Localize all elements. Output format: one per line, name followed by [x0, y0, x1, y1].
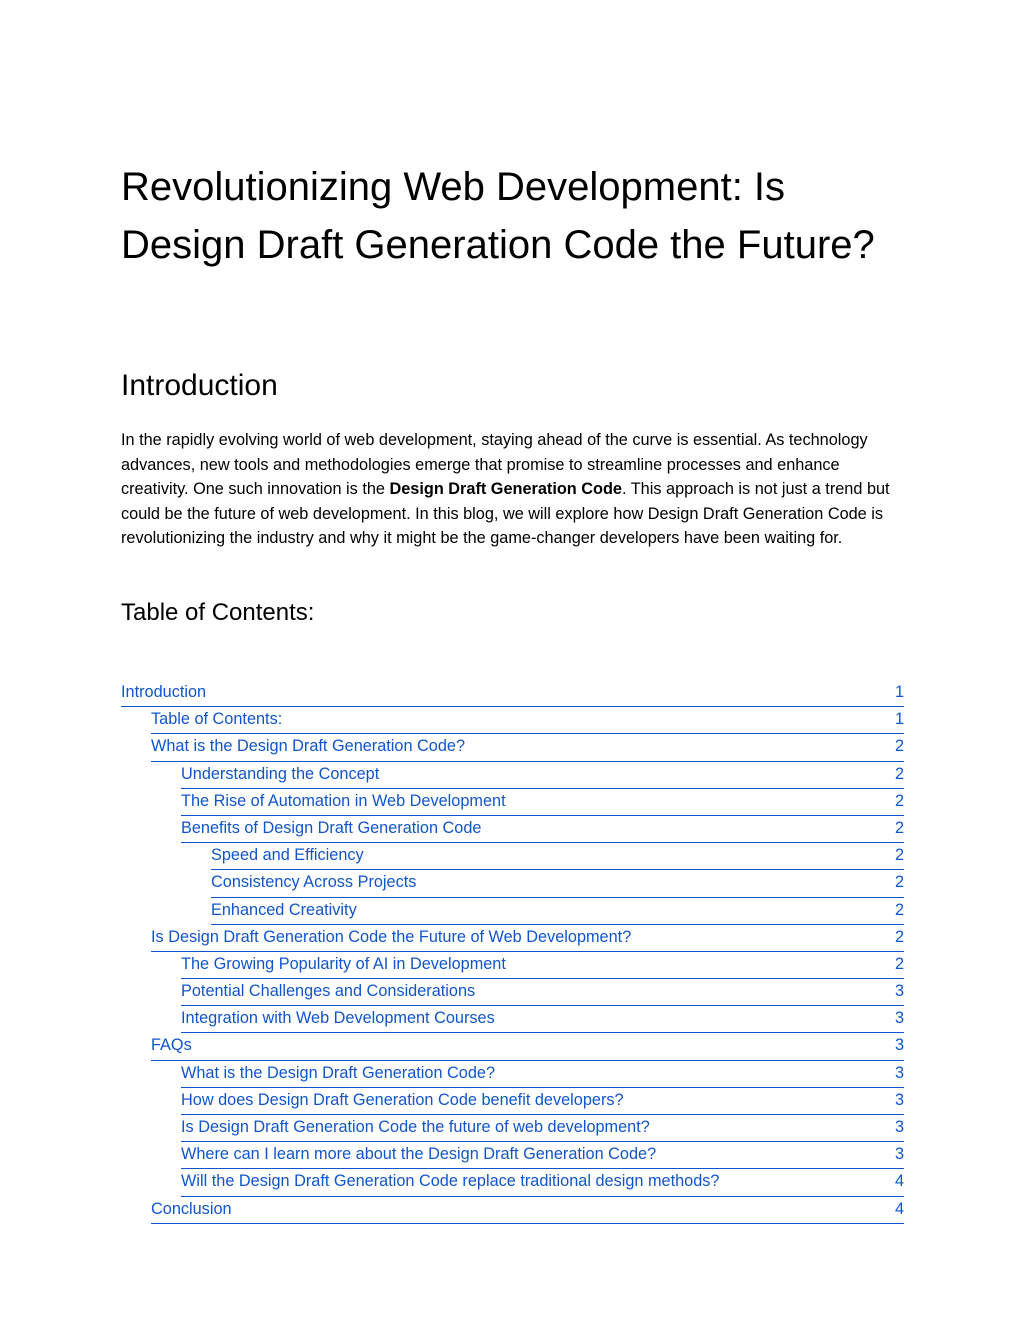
toc-entry-label[interactable]: How does Design Draft Generation Code benefit developers? [181, 1090, 624, 1109]
toc-entry[interactable] [151, 1033, 904, 1060]
intro-bold-term: Design Draft Generation Code [389, 480, 622, 498]
toc-entry-label[interactable]: Is Design Draft Generation Code the future of web development? [181, 1118, 650, 1136]
toc-entry[interactable] [181, 1115, 904, 1142]
toc-entry[interactable] [151, 734, 904, 761]
toc-entry-page-number[interactable]: 2 [894, 737, 904, 756]
toc-entry-label[interactable]: FAQs [151, 1036, 192, 1055]
toc-heading: Table of Contents: [121, 599, 315, 626]
toc-entry-label[interactable]: Consistency Across Projects [211, 873, 417, 892]
toc-entry[interactable] [181, 1061, 904, 1088]
toc-entry-page-number[interactable]: 1 [894, 683, 904, 701]
toc-entry[interactable] [151, 925, 904, 952]
toc-entry[interactable] [211, 870, 904, 897]
toc-entry-page-number[interactable]: 3 [894, 982, 904, 1001]
document-title: Revolutionizing Web Development: Is Design Draft Generation Code the Future? [121, 165, 875, 267]
toc-entry-label[interactable]: Table of Contents: [151, 710, 283, 729]
toc-entry-label[interactable]: The Rise of Automation in Web Development [181, 791, 506, 810]
toc-entry[interactable] [181, 816, 904, 843]
intro-paragraph [121, 428, 904, 551]
toc-entry-label[interactable]: Understanding the Concept [181, 764, 380, 783]
toc-entry-page-number[interactable]: 2 [894, 927, 904, 946]
toc-entry-label[interactable]: Introduction [121, 683, 207, 701]
toc-entry[interactable] [181, 979, 904, 1006]
toc-entry[interactable] [181, 1169, 904, 1196]
toc-entry[interactable] [211, 898, 904, 925]
toc-entry-page-number[interactable]: 2 [894, 846, 904, 865]
toc-entry-page-number[interactable]: 3 [894, 1063, 904, 1082]
toc-entry-label[interactable]: Conclusion [151, 1199, 232, 1218]
toc-entry-page-number[interactable]: 3 [894, 1118, 904, 1136]
toc-entry-page-number[interactable]: 2 [894, 873, 904, 892]
toc-entry[interactable] [181, 1088, 904, 1115]
intro-text-before: In the rapidly evolving world of web development, staying ahead of the curve is essential. As technology advances, new tools and methodologies emerge that promise to streamline processes and enhance creativity. One such innovation is the [121, 431, 868, 498]
toc-entry[interactable] [151, 707, 904, 734]
toc-entry-page-number[interactable]: 2 [894, 954, 904, 973]
toc-entry-page-number[interactable]: 3 [894, 1036, 904, 1055]
toc-entry-page-number[interactable]: 4 [894, 1199, 904, 1218]
toc-entry[interactable] [181, 789, 904, 816]
toc-entry-page-number[interactable]: 2 [894, 818, 904, 837]
toc-entry-label[interactable]: Where can I learn more about the Design Draft Generation Code? [181, 1145, 657, 1164]
table-of-contents [121, 680, 904, 1224]
toc-entry[interactable] [121, 680, 904, 707]
toc-entry[interactable] [181, 1006, 904, 1033]
toc-entry-label[interactable]: Enhanced Creativity [211, 900, 357, 919]
toc-entry-page-number[interactable]: 1 [894, 710, 904, 729]
toc-entry-label[interactable]: Integration with Web Development Courses [181, 1009, 495, 1028]
toc-entry-page-number[interactable]: 4 [894, 1172, 904, 1191]
toc-entry-label[interactable]: Will the Design Draft Generation Code replace traditional design methods? [181, 1172, 720, 1191]
toc-entry-page-number[interactable]: 2 [894, 900, 904, 919]
toc-entry-label[interactable]: What is the Design Draft Generation Code? [181, 1063, 496, 1082]
toc-entry[interactable] [211, 843, 904, 870]
toc-entry-page-number[interactable]: 2 [894, 764, 904, 783]
toc-entry-label[interactable]: Is Design Draft Generation Code the Future of Web Development? [151, 927, 632, 946]
toc-entry[interactable] [151, 1197, 904, 1224]
toc-entry-page-number[interactable]: 3 [894, 1145, 904, 1164]
toc-entry-page-number[interactable]: 2 [894, 791, 904, 810]
toc-entry-label[interactable]: Benefits of Design Draft Generation Code [181, 818, 482, 837]
toc-entry-label[interactable]: The Growing Popularity of AI in Development [181, 954, 506, 973]
section-heading-introduction: Introduction [121, 369, 278, 402]
intro-text-after: . This approach is not just a trend but could be the future of web development. In this blog, we will explore how Design Draft Generation Code is revolutionizing the industry and why it might be the game-changer developers have been waiting for. [121, 480, 890, 547]
toc-entry-page-number[interactable]: 3 [894, 1090, 904, 1109]
toc-entry-label[interactable]: Speed and Efficiency [211, 846, 364, 865]
toc-entry-label[interactable]: What is the Design Draft Generation Code? [151, 737, 466, 756]
toc-entry-label[interactable]: Potential Challenges and Considerations [181, 982, 476, 1001]
toc-entry-page-number[interactable]: 3 [894, 1009, 904, 1028]
toc-entry[interactable] [181, 762, 904, 789]
toc-entry[interactable] [181, 1142, 904, 1169]
toc-entry[interactable] [181, 952, 904, 979]
